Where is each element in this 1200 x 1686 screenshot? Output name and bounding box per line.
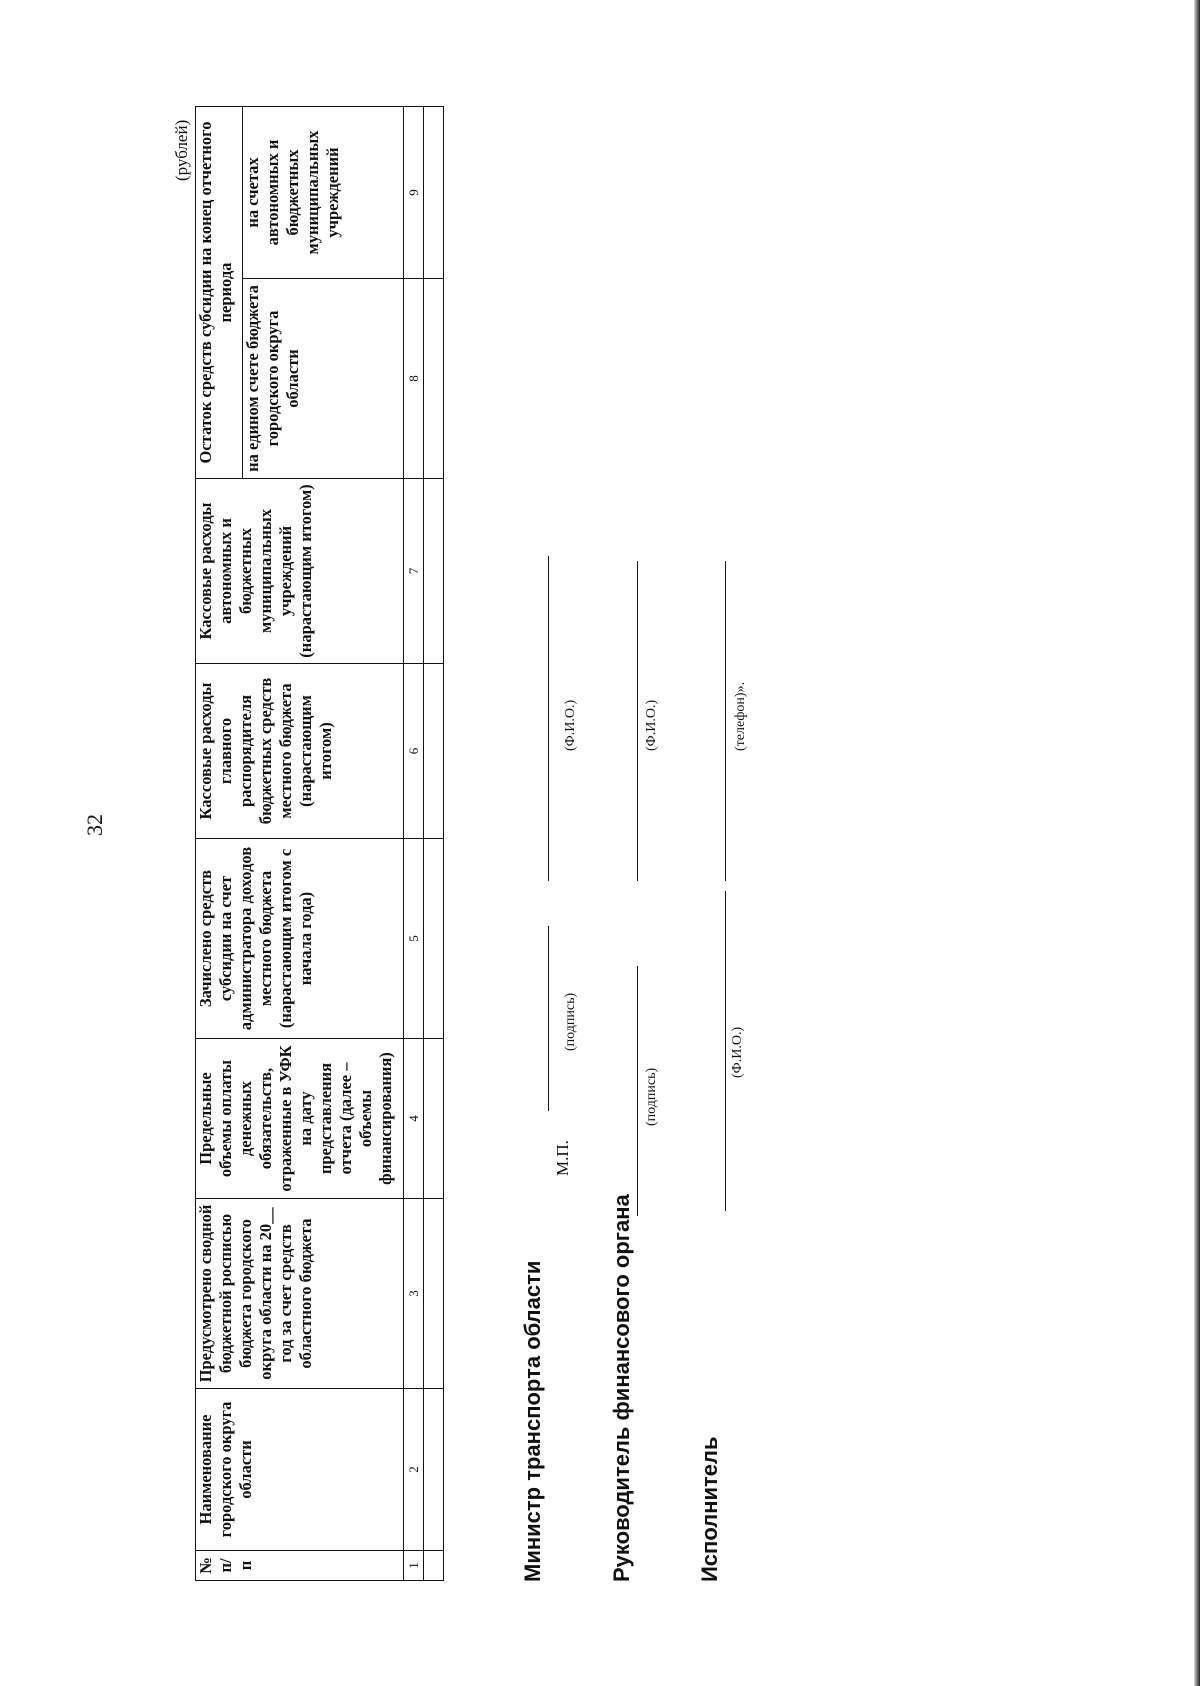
empty-cell [424, 664, 444, 839]
empty-cell [424, 479, 444, 664]
empty-cell [424, 107, 444, 279]
empty-cell [424, 1199, 444, 1389]
column-number: 8 [404, 279, 424, 479]
header-cell: Кассовые расходы автономных и бюджетных муниципальных учреждений (нарастающим итогом) [196, 479, 404, 664]
name-caption: (Ф.И.О.) [644, 699, 659, 751]
column-number: 9 [404, 107, 424, 279]
signature-caption: (подпись) [644, 1067, 659, 1126]
header-cell: № п/п [196, 1551, 404, 1581]
name-caption: (Ф.И.О.) [730, 1026, 745, 1078]
header-cell: Остаток средств субсидии на конец отчетного периода [196, 107, 243, 479]
empty-cell [424, 1551, 444, 1581]
page-number: 32 [82, 814, 107, 836]
column-number: 2 [404, 1389, 424, 1551]
finance-head-title: Руководитель финансового органа [609, 1194, 634, 1582]
column-number: 7 [404, 479, 424, 664]
header-cell: Предусмотрено сводной бюджетной росписью бюджета городского округа области на 20__ год за счет средств областного бюджета [196, 1199, 404, 1389]
phone-caption: (телефон)». [733, 681, 748, 751]
header-cell: Зачислено средств субсидии на счет администратора доходов местного бюджета (нарастающим итогом с начала года) [196, 839, 404, 1039]
signature-caption: (подпись) [563, 992, 578, 1051]
column-number: 4 [404, 1039, 424, 1199]
subheader-cell: на едином счете бюджета городского округа области [243, 279, 404, 479]
empty-cell [424, 1389, 444, 1551]
report-table [195, 106, 444, 1581]
executor-title: Исполнитель [697, 1436, 722, 1582]
column-number: 3 [404, 1199, 424, 1389]
signature-line [548, 926, 549, 1111]
empty-cell [424, 279, 444, 479]
units-label: (рублей) [172, 119, 191, 181]
subheader-cell: на счетах автономных и бюджетных муниципальных учреждений [243, 107, 404, 279]
stamp-placeholder: М.П. [553, 1140, 572, 1176]
name-line [548, 556, 549, 881]
empty-cell [424, 1039, 444, 1199]
column-number: 1 [404, 1551, 424, 1581]
column-number: 5 [404, 839, 424, 1039]
column-number: 6 [404, 664, 424, 839]
name-line [637, 561, 638, 881]
phone-line [725, 561, 726, 881]
empty-cell [424, 839, 444, 1039]
header-cell: Кассовые расходы главного распорядителя бюджетных средств местного бюджета (нарастающим итогом) [196, 664, 404, 839]
header-cell: Наименование городского округа области [196, 1389, 404, 1551]
column-number-row [404, 107, 424, 1581]
signature-line [637, 966, 638, 1216]
name-caption: (Ф.И.О.) [563, 699, 578, 751]
minister-title: Министр транспорта области [520, 1260, 545, 1582]
header-cell: Предельные объемы оплаты денежных обязательств, отраженные в УФК на дату представления отчета (далее – объемы финансирования) [196, 1039, 404, 1199]
table-row [424, 107, 444, 1581]
name-line [725, 891, 726, 1211]
